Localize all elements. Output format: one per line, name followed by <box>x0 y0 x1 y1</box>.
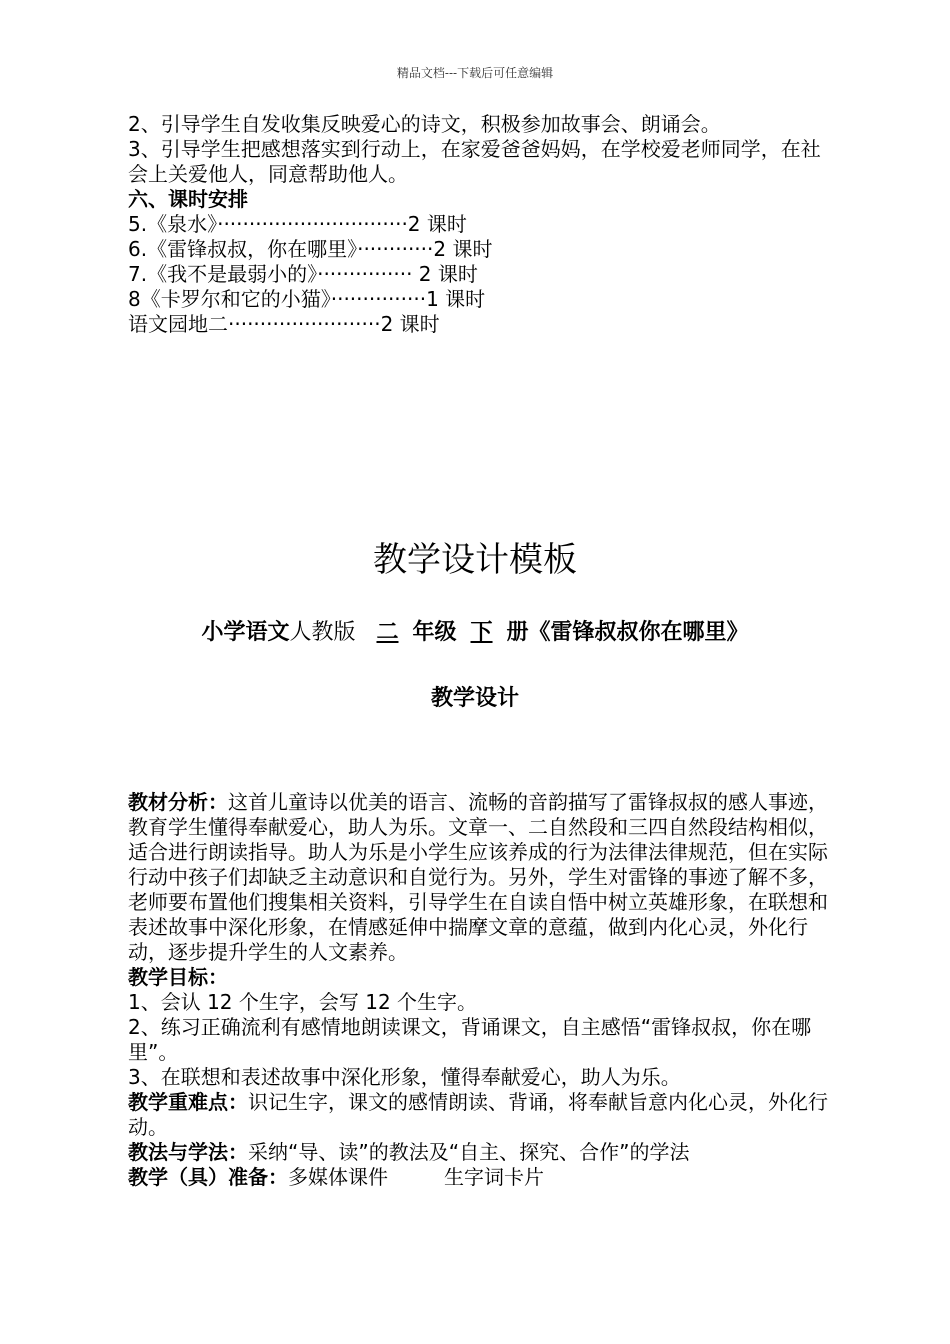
objective-item-2: 2、引导学生自发收集反映爱心的诗文，积极参加故事会、朗诵会。 <box>128 112 721 136</box>
document-title: 教学设计模板 <box>373 540 577 580</box>
method-paragraph <box>128 1140 838 1165</box>
schedule-item: 6.《雷锋叔叔，你在哪里》············2 课时 <box>128 237 493 261</box>
goal-item: 3、在联想和表述故事中深化形象，懂得奉献爱心，助人为乐。 <box>128 1065 681 1089</box>
goals-label: 教学目标： <box>128 965 228 989</box>
page-header-watermark: 精品文档---下载后可任意编辑 <box>396 66 554 80</box>
analysis-paragraph <box>128 790 838 965</box>
prep-item: 多媒体课件 <box>288 1165 388 1189</box>
objective-item-3: 3、引导学生把感想落实到行动上，在家爱爸爸妈妈，在学校爱老师同学，在社会上关爱他人，同意帮助他人。 <box>128 137 821 186</box>
prep-label: 教学（具）准备： <box>128 1165 288 1189</box>
section-teaching-design <box>128 790 838 1190</box>
document-subtitle-design: 教学设计 <box>430 686 519 711</box>
schedule-item: 8《卡罗尔和它的小猫》···············1 课时 <box>128 287 486 311</box>
difficulty-label: 教学重难点： <box>128 1090 248 1114</box>
section-heading-schedule: 六、课时安排 <box>128 187 248 211</box>
goal-item: 2、练习正确流利有感情地朗读课文，背诵课文，自主感悟“雷锋叔叔，你在哪里”。 <box>128 1015 812 1064</box>
section-objectives-continued <box>128 112 838 337</box>
volume-value: 下 <box>470 620 493 645</box>
document-subtitle <box>0 617 950 649</box>
prep-item: 生字词卡片 <box>444 1165 544 1189</box>
schedule-item: 7.《我不是最弱小的》··············· 2 课时 <box>128 262 478 286</box>
difficulty-paragraph <box>128 1090 838 1140</box>
grade-value: 二 <box>376 620 399 645</box>
grade-label: 年级 <box>412 620 457 645</box>
goal-item: 1、会认 12 个生字，会写 12 个生字。 <box>128 990 478 1014</box>
schedule-item: 5.《泉水》······························2 课时 <box>128 212 467 236</box>
method-text: 采纳“导、读”的教法及“自主、探究、合作”的学法 <box>248 1140 690 1164</box>
volume-label: 册《雷锋叔叔你在哪里》 <box>506 620 749 645</box>
edition-label: 人教版 <box>289 620 356 645</box>
analysis-label: 教材分析： <box>128 790 228 814</box>
subject-label: 小学语文 <box>201 620 290 645</box>
difficulty-text: 识记生字，课文的感情朗读、背诵，将奉献旨意内化心灵，外化行动。 <box>128 1090 828 1139</box>
analysis-text: 这首儿童诗以优美的语言、流畅的音韵描写了雷锋叔叔的感人事迹，教育学生懂得奉献爱心，助人为乐。文章一、二自然段和三四自然段结构相似，适合进行朗读指导。助人为乐是小学生应该养成的行为法律法律规范，但在实际行动中孩子们却缺乏主动意识和自觉行为。另外，学生对雷锋的事迹了解不多，老师要布置他们搜集相关资料，引导学生在自读自悟中树立英雄形象，在联想和表述故事中深化形象，在情感延伸中揣摩文章的意蕴，做到内化心灵，外化行动，逐步提升学生的人文素养。 <box>128 790 828 964</box>
method-label: 教法与学法： <box>128 1140 248 1164</box>
prep-paragraph <box>128 1165 838 1190</box>
schedule-item: 语文园地二························2 课时 <box>128 312 440 336</box>
